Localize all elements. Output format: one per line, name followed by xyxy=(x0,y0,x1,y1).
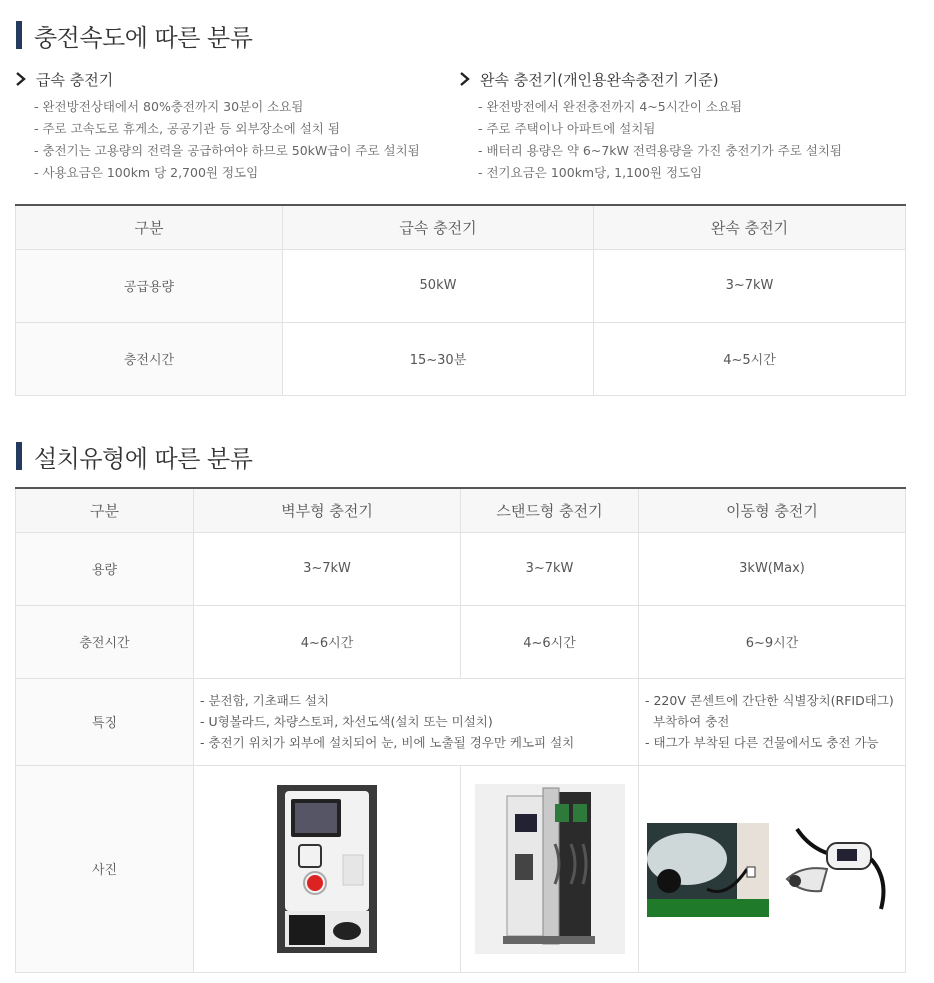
feature-mobile-cell xyxy=(639,678,906,765)
list-item: - 배터리 용량은 약 6~7kW 전력용량을 가진 충전기가 주로 설치됨 xyxy=(478,143,842,158)
slow-charger-bullets xyxy=(458,96,842,184)
list-item: - 주로 고속도로 휴게소, 공공기관 등 외부장소에 설치 됨 xyxy=(34,121,340,136)
stand-charger-photo xyxy=(475,784,625,954)
table-row xyxy=(16,322,906,395)
feature-line: 부착하여 충전 xyxy=(645,714,730,729)
table-header-cell: 급속 충전기 xyxy=(283,205,594,249)
table-header-row xyxy=(16,205,906,249)
wall-charger-photo xyxy=(277,785,377,953)
table-header-cell: 구분 xyxy=(16,205,283,249)
table-row-label: 용량 xyxy=(16,532,194,605)
feature-line: - 220V 콘센트에 간단한 식별장치(RFID태그) xyxy=(645,693,894,708)
table-row-features xyxy=(16,678,906,765)
table-cell: 15~30분 xyxy=(283,322,594,395)
table-cell: 50kW xyxy=(283,249,594,322)
table-row-label: 충전시간 xyxy=(16,605,194,678)
wall-charger-photo-cell xyxy=(194,765,461,972)
table-cell: 3~7kW xyxy=(461,532,639,605)
feature-line: - 충전기 위치가 외부에 설치되어 눈, 비에 노출될 경우만 케노피 설치 xyxy=(200,735,575,750)
title-accent-bar xyxy=(16,442,22,470)
fast-charger-bullets xyxy=(14,96,420,184)
table-row-photos xyxy=(16,765,906,972)
section-title-text: 설치유형에 따른 분류 xyxy=(34,444,253,473)
feature-fixed-cell xyxy=(194,678,639,765)
table-header-cell: 스탠드형 충전기 xyxy=(461,488,639,532)
table-header-cell: 이동형 충전기 xyxy=(639,488,906,532)
table-cell: 3~7kW xyxy=(594,249,906,322)
mobile-charger-photo-cell xyxy=(639,765,906,972)
table-row xyxy=(16,249,906,322)
table-header-cell: 완속 충전기 xyxy=(594,205,906,249)
section-title-install xyxy=(16,441,252,471)
table-cell: 3~7kW xyxy=(194,532,461,605)
table-cell: 6~9시간 xyxy=(639,605,906,678)
table-cell: 3kW(Max) xyxy=(639,532,906,605)
stand-charger-photo-cell xyxy=(461,765,639,972)
table-row xyxy=(16,605,906,678)
table-cell: 4~5시간 xyxy=(594,322,906,395)
table-row-label: 특징 xyxy=(16,678,194,765)
list-item: - 전기요금은 100km당, 1,100원 정도임 xyxy=(478,165,703,180)
fast-charger-info xyxy=(14,68,420,184)
table-row-label: 충전시간 xyxy=(16,322,283,395)
slow-charger-info xyxy=(458,68,842,184)
list-item: - 완전방전상태에서 80%충전까지 30분이 소요됨 xyxy=(34,99,304,114)
feature-line: - 분전함, 기초패드 설치 xyxy=(200,693,330,708)
table-cell: 4~6시간 xyxy=(461,605,639,678)
chevron-right-icon xyxy=(14,68,28,90)
list-item: - 사용요금은 100km 당 2,700원 정도임 xyxy=(34,165,259,180)
list-item: - 완전방전에서 완전충전까지 4~5시간이 소요됨 xyxy=(478,99,743,114)
table-row-label: 공급용량 xyxy=(16,249,283,322)
table-header-row xyxy=(16,488,906,532)
feature-line: - 태그가 부착된 다른 건물에서도 충전 가능 xyxy=(645,735,879,750)
list-item: - 주로 주택이나 아파트에 설치됨 xyxy=(478,121,656,136)
mobile-charger-photo xyxy=(647,819,897,919)
list-item: - 충전기는 고용량의 전력을 공급하여야 하므로 50kW급이 주로 설치됨 xyxy=(34,143,420,158)
section-title-speed xyxy=(16,20,252,50)
table-row-label: 사진 xyxy=(16,765,194,972)
table-header-cell: 벽부형 충전기 xyxy=(194,488,461,532)
slow-charger-heading: 완속 충전기(개인용완속충전기 기준) xyxy=(480,70,719,89)
section-title-text: 충전속도에 따른 분류 xyxy=(34,23,253,52)
feature-line: - U형볼라드, 차량스토퍼, 차선도색(설치 또는 미설치) xyxy=(200,714,493,729)
table-row xyxy=(16,532,906,605)
table-cell: 4~6시간 xyxy=(194,605,461,678)
install-type-table xyxy=(15,487,906,973)
table-header-cell: 구분 xyxy=(16,488,194,532)
chevron-right-icon xyxy=(458,68,472,90)
fast-charger-heading: 급속 충전기 xyxy=(36,70,114,89)
title-accent-bar xyxy=(16,21,22,49)
speed-comparison-table xyxy=(15,204,906,396)
